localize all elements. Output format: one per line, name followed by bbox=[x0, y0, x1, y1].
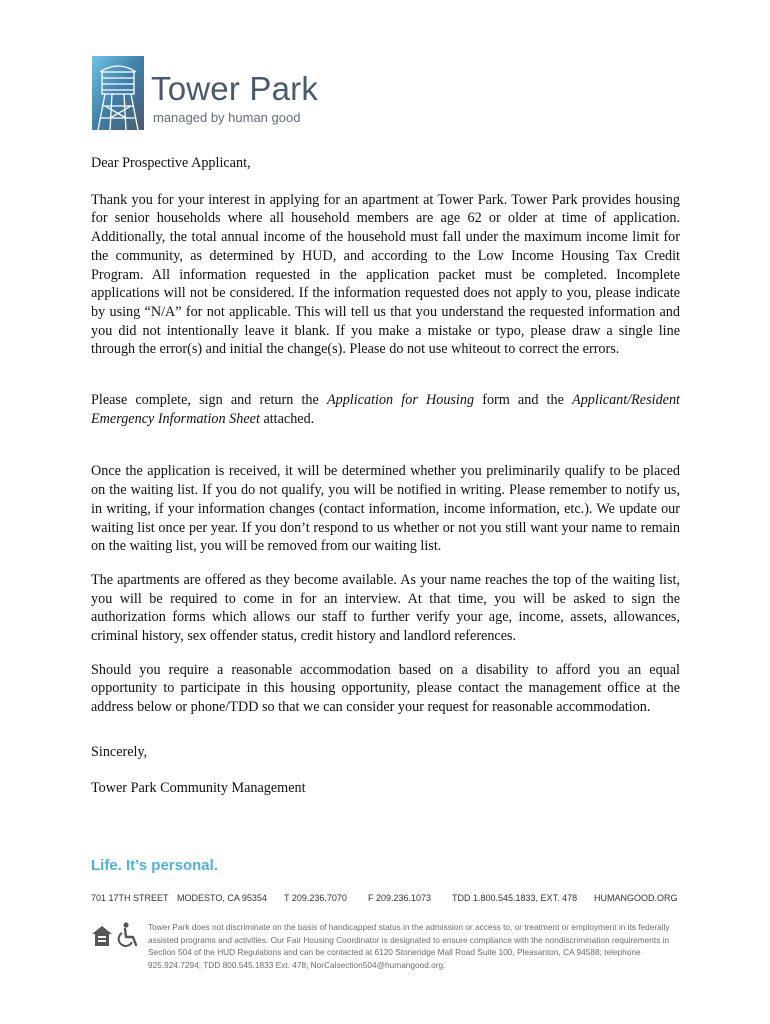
footer-contact-row bbox=[91, 893, 681, 905]
application-form-name: Application for Housing bbox=[326, 392, 475, 409]
footer-fax: F 209.236.1073 bbox=[368, 893, 432, 903]
accessibility-icon bbox=[117, 922, 139, 948]
paragraph-forms-text-c: attached. bbox=[259, 410, 315, 427]
closing: Sincerely, bbox=[91, 743, 148, 760]
paragraph-accommodation: Should you require a reasonable accommodation based on a disability to afford you an equal opportunity to participate in this housing opportunity, please contact the management office at the address below or phone/TDD so that we can consider your request for reasonable accommodation. bbox=[91, 661, 680, 716]
water-tower-icon bbox=[90, 54, 146, 132]
paragraph-forms-text-b: form and the bbox=[474, 392, 573, 409]
footer-tagline: Life. It’s personal. bbox=[91, 857, 218, 874]
footer-tdd: TDD 1.800.545.1833, EXT. 478 bbox=[452, 893, 578, 903]
footer-website[interactable]: HUMANGOOD.ORG bbox=[594, 893, 678, 903]
tower-park-logo bbox=[90, 54, 330, 132]
letter-body bbox=[91, 154, 680, 797]
signature: Tower Park Community Management bbox=[91, 779, 306, 796]
footer-street: 701 17TH STREET bbox=[91, 893, 169, 903]
equal-housing-icon bbox=[91, 925, 113, 947]
paragraph-forms-text-a: Please complete, sign and return the bbox=[91, 392, 327, 409]
footer-compliance-icons bbox=[91, 922, 141, 952]
logo-subtitle: managed by human good bbox=[153, 110, 301, 125]
salutation: Dear Prospective Applicant, bbox=[91, 155, 251, 171]
emergency-sheet-name: Applicant/Resident Emergency Information Sheet bbox=[91, 392, 680, 427]
paragraph-waiting-list: Once the application is received, it will be determined whether you preliminarily qualify to be placed on the waiting list. If you do not qualify, you will be notified in writing. Please remember to notify us, in writing, if your information changes (contact information, income information, etc.). We update our waiting list once per year. If you don’t respond to us whether or not you still want your name to remain on the waiting list, you will be removed from our waiting list. bbox=[91, 463, 680, 555]
logo-title: Tower Park bbox=[151, 70, 319, 107]
paragraph-apartments: The apartments are offered as they become available. As your name reaches the top of the waiting list, you will be required to come in for an interview. At that time, you will be asked to sign the authorization forms which allows our staff to further verify your age, income, assets, allowances, criminal history, sex offender status, credit history and landlord references. bbox=[91, 571, 680, 645]
footer-city: MODESTO, CA 95354 bbox=[177, 893, 267, 903]
paragraph-intro: Thank you for your interest in applying for an apartment at Tower Park. Tower Park provides housing for senior households where all household members are age 62 or older at time of application. Additionally, the total annual income of the household must fall under the maximum income limit for the community, as determined by HUD, and according to the Low Income Housing Tax Credit Program. All information requested in the application packet must be completed. Incomplete applications will not be considered. If the information requested does not apply to you, please indicate by using “N/A” for not applicable. This will tell us that you understand the requested information and you did not intentionally leave it blank. If you make a mistake or typo, please draw a single line through the error(s) and initial the change(s). Please do not use whiteout to correct the errors. bbox=[91, 191, 680, 358]
paragraph-forms bbox=[91, 391, 680, 428]
footer-phone: T 209.236.7070 bbox=[284, 893, 347, 903]
footer-nondiscrimination-notice: Tower Park does not discriminate on the basis of handicapped status in the admission or access to, or treatment or employment in its federally assisted programs and activities. Our Fair Housing Coordinator is designated to ensure compliance with the nondiscrimination requirements in Section 504 of the HUD Regulations and can be contacted at 6120 Stoneridge Mall Road Suite 100, Pleasanton, CA 94588; telephone 925.924.7294; TDD 800.545.1833 Ext. 478; NorCalsection504@humangood.org. bbox=[148, 922, 670, 970]
